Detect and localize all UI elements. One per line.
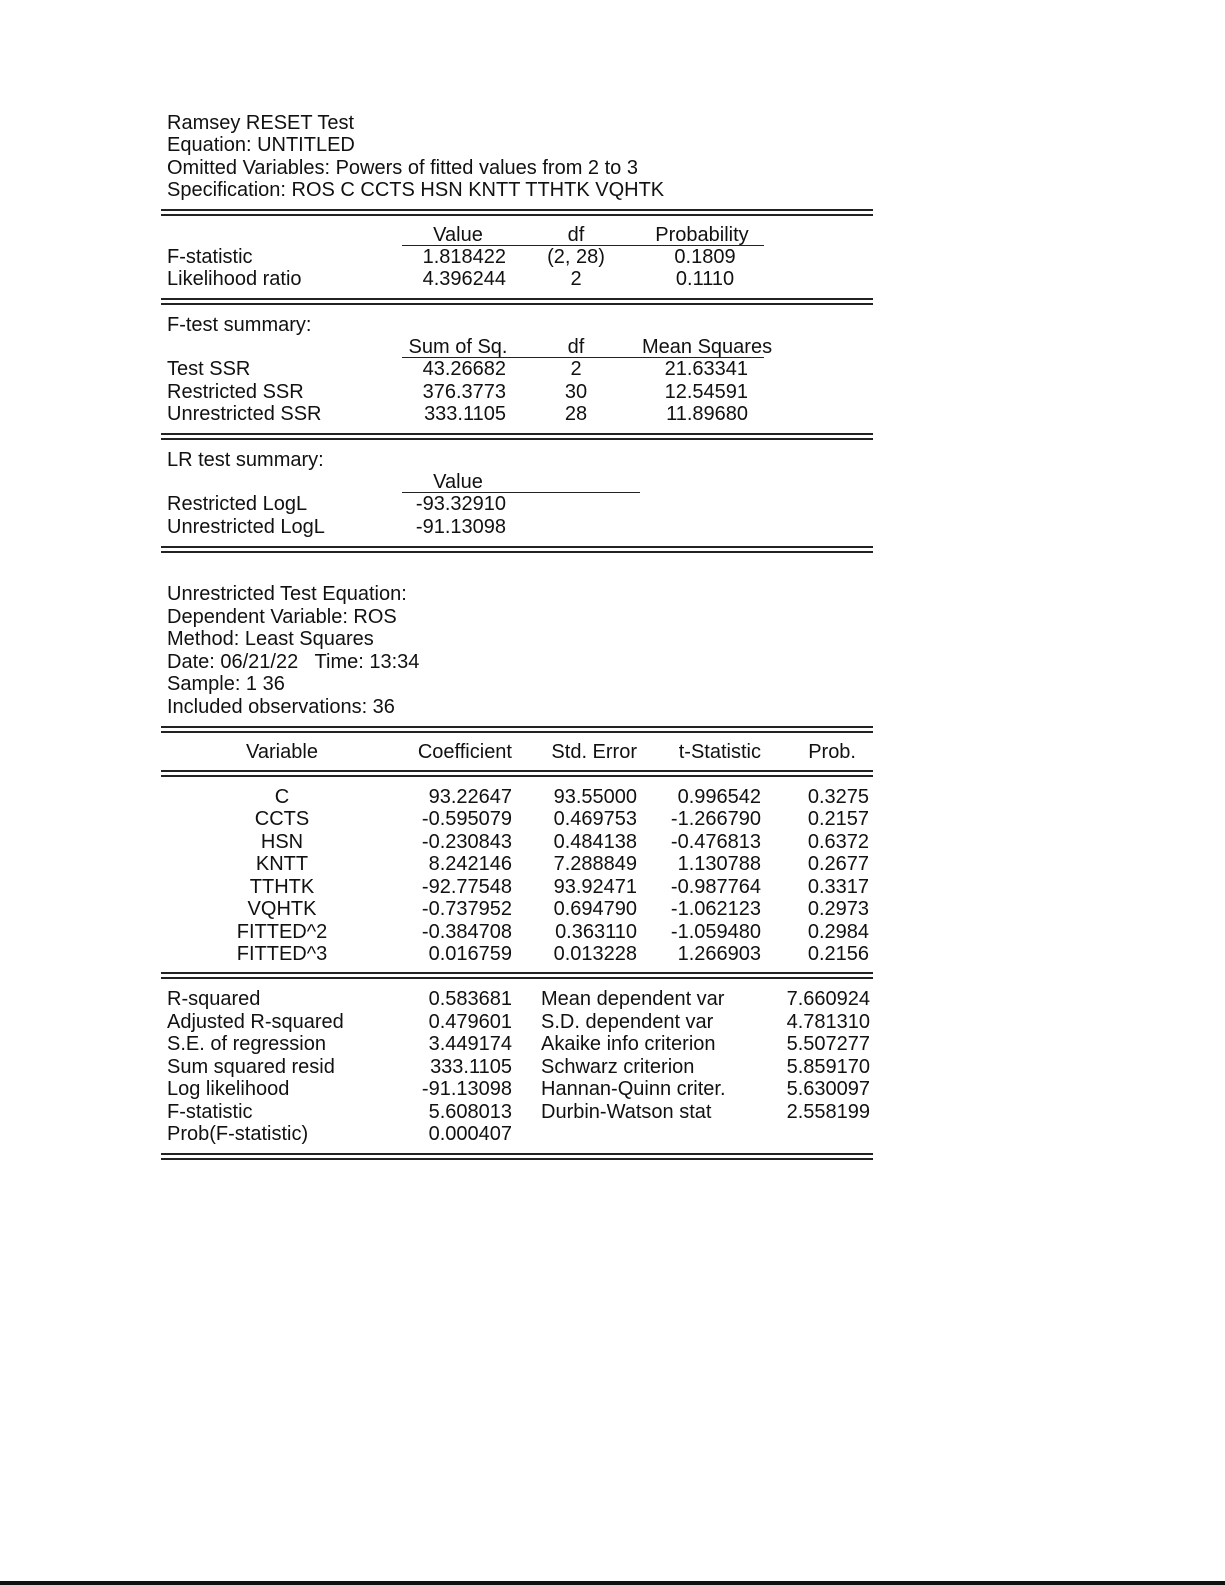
col-header-probability: Probability — [655, 224, 749, 246]
table-row-prob: 0.2157 — [807, 808, 869, 830]
table-row-se: 0.469753 — [553, 808, 637, 830]
lr-summary-title: LR test summary: — [167, 449, 324, 471]
stat-label: Adjusted R-squared — [167, 1011, 344, 1033]
equation-info-line: Date: 06/21/22 Time: 13:34 — [167, 651, 420, 673]
stat-label: S.D. dependent var — [541, 1011, 714, 1033]
section-divider — [161, 209, 873, 216]
row-sumsq: 376.3773 — [422, 381, 506, 403]
table-row-variable: CCTS — [254, 808, 310, 830]
row-df: 2 — [570, 358, 582, 380]
col-header-prob: Prob. — [808, 741, 856, 763]
row-prob: 0.1110 — [675, 268, 735, 290]
stat-label: S.E. of regression — [167, 1033, 326, 1055]
row-value: 1.818422 — [422, 246, 506, 268]
section-divider — [161, 770, 873, 777]
stat-value: 3.449174 — [428, 1033, 512, 1055]
table-row-prob: 0.2984 — [807, 921, 869, 943]
row-label: Restricted LogL — [167, 493, 308, 515]
omitted-variables-line: Omitted Variables: Powers of fitted values from 2 to 3 — [167, 157, 638, 179]
row-df: 30 — [564, 381, 588, 403]
equation-info-line: Unrestricted Test Equation: — [167, 583, 407, 605]
table-row-coef: -0.230843 — [421, 831, 512, 853]
stat-value: -91.13098 — [421, 1078, 512, 1100]
stat-value: 5.507277 — [786, 1033, 870, 1055]
table-row-se: 7.288849 — [553, 853, 637, 875]
table-row-variable: C — [274, 786, 290, 808]
table-row-coef: 93.22647 — [428, 786, 512, 808]
row-prob: 0.1809 — [674, 246, 736, 268]
table-row-variable: VQHTK — [247, 898, 317, 920]
row-df: 28 — [564, 403, 588, 425]
table-row-t: -1.062123 — [670, 898, 761, 920]
table-row-coef: -0.384708 — [421, 921, 512, 943]
table-row-prob: 0.3275 — [807, 786, 869, 808]
section-divider — [161, 298, 873, 305]
stat-label: Log likelihood — [167, 1078, 290, 1100]
equation-info-line: Sample: 1 36 — [167, 673, 285, 695]
section-divider — [161, 546, 873, 553]
table-row-t: 0.996542 — [677, 786, 761, 808]
table-row-variable: HSN — [260, 831, 304, 853]
stat-value: 5.859170 — [786, 1056, 870, 1078]
row-df: (2, 28) — [547, 246, 605, 268]
stat-value: 0.583681 — [428, 988, 512, 1010]
table-row-t: -1.266790 — [670, 808, 761, 830]
stat-value: 5.630097 — [786, 1078, 870, 1100]
stat-value: 2.558199 — [786, 1101, 870, 1123]
page-bottom-edge — [0, 1581, 1225, 1585]
stat-value: 333.1105 — [430, 1056, 512, 1078]
row-value: -93.32910 — [415, 493, 506, 515]
stat-label: Mean dependent var — [541, 988, 725, 1010]
col-header-df: df — [567, 224, 585, 246]
table-row-variable: KNTT — [255, 853, 309, 875]
table-row-prob: 0.6372 — [807, 831, 869, 853]
equation-info-line: Method: Least Squares — [167, 628, 374, 650]
table-row-t: -1.059480 — [670, 921, 761, 943]
col-header-coefficient: Coefficient — [417, 741, 512, 763]
equation-line: Equation: UNTITLED — [167, 134, 355, 156]
table-row-t: -0.987764 — [670, 876, 761, 898]
table-row-se: 0.013228 — [553, 943, 637, 965]
table-row-t: 1.266903 — [677, 943, 761, 965]
col-header-df: df — [567, 336, 585, 358]
report-title: Ramsey RESET Test — [167, 112, 355, 134]
stat-label: Hannan-Quinn criter. — [541, 1078, 726, 1100]
table-row-se: 0.694790 — [553, 898, 637, 920]
table-row-coef: 8.242146 — [428, 853, 512, 875]
row-mean: 21.63341 — [664, 358, 748, 380]
stat-label: F-statistic — [167, 1101, 253, 1123]
table-row-se: 93.92471 — [553, 876, 637, 898]
table-row-t: -0.476813 — [670, 831, 761, 853]
table-row-variable: FITTED^2 — [236, 921, 328, 943]
section-divider — [161, 433, 873, 440]
row-value: -91.13098 — [415, 516, 506, 538]
stat-label: Sum squared resid — [167, 1056, 335, 1078]
stat-label: Akaike info criterion — [541, 1033, 716, 1055]
stat-label: Prob(F-statistic) — [167, 1123, 309, 1145]
table-row-coef: -92.77548 — [421, 876, 512, 898]
table-row-coef: -0.737952 — [421, 898, 512, 920]
col-header-t-statistic: t-Statistic — [678, 741, 761, 763]
table-row-prob: 0.3317 — [807, 876, 869, 898]
col-header-sumsq: Sum of Sq. — [408, 336, 508, 358]
table-row-prob: 0.2973 — [807, 898, 869, 920]
equation-info-line: Included observations: 36 — [167, 696, 395, 718]
f-summary-title: F-test summary: — [167, 314, 312, 336]
row-label: Test SSR — [167, 358, 251, 380]
stat-label: Schwarz criterion — [541, 1056, 695, 1078]
row-value: 4.396244 — [422, 268, 506, 290]
table-row-se: 93.55000 — [553, 786, 637, 808]
row-label: Unrestricted SSR — [167, 403, 322, 425]
row-mean: 12.54591 — [664, 381, 748, 403]
stat-label: Durbin-Watson stat — [541, 1101, 712, 1123]
section-divider — [161, 1153, 873, 1160]
stat-value: 4.781310 — [786, 1011, 870, 1033]
section-divider — [161, 972, 873, 979]
row-sumsq: 333.1105 — [424, 403, 506, 425]
row-label: F-statistic — [167, 246, 253, 268]
table-row-coef: -0.595079 — [421, 808, 512, 830]
row-label: Unrestricted LogL — [167, 516, 325, 538]
table-row-prob: 0.2156 — [807, 943, 869, 965]
table-row-t: 1.130788 — [677, 853, 761, 875]
stat-value: 0.000407 — [428, 1123, 512, 1145]
section-divider — [161, 726, 873, 733]
stat-value: 5.608013 — [428, 1101, 512, 1123]
row-mean: 11.89680 — [666, 403, 748, 425]
col-header-mean-squares: Mean Squares — [642, 336, 773, 358]
stat-label: R-squared — [167, 988, 261, 1010]
col-header-value: Value — [433, 224, 483, 246]
specification-line: Specification: ROS C CCTS HSN KNTT TTHTK VQHTK — [167, 179, 665, 201]
col-header-std-error: Std. Error — [551, 741, 637, 763]
row-sumsq: 43.26682 — [422, 358, 506, 380]
table-row-variable: FITTED^3 — [236, 943, 328, 965]
row-df: 2 — [570, 268, 582, 290]
equation-info-line: Dependent Variable: ROS — [167, 606, 397, 628]
row-label: Restricted SSR — [167, 381, 304, 403]
table-row-coef: 0.016759 — [428, 943, 512, 965]
stat-value: 0.479601 — [428, 1011, 512, 1033]
table-row-se: 0.484138 — [553, 831, 637, 853]
table-row-prob: 0.2677 — [807, 853, 869, 875]
stat-value: 7.660924 — [786, 988, 870, 1010]
col-header-value: Value — [433, 471, 483, 493]
col-header-variable: Variable — [246, 741, 318, 763]
row-label: Likelihood ratio — [167, 268, 302, 290]
table-row-variable: TTHTK — [249, 876, 315, 898]
table-row-se: 0.363110 — [555, 921, 637, 943]
